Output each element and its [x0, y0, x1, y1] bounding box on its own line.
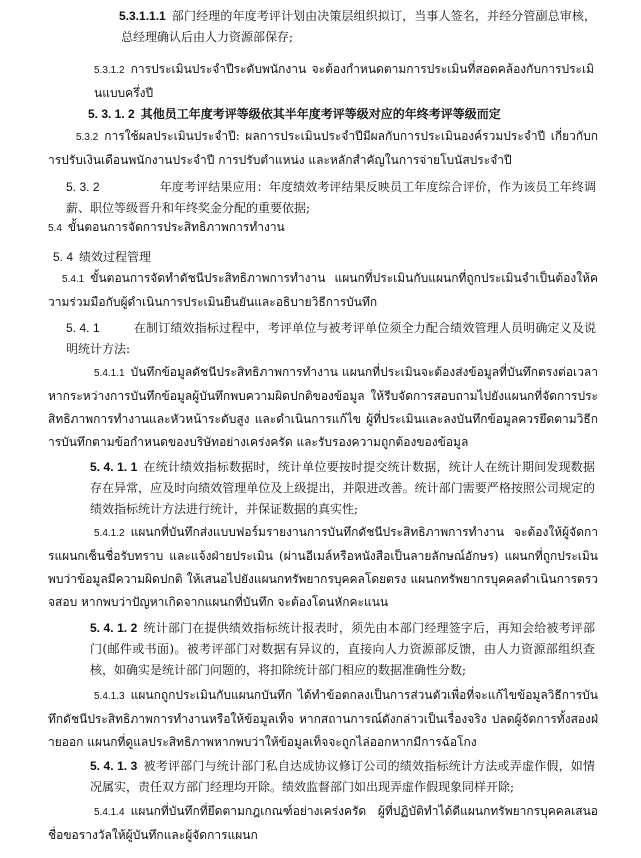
- section-number: 5.4.1.2: [94, 528, 125, 539]
- section-number: 5. 4. 1. 1: [90, 460, 138, 474]
- section-number: 5. 4: [53, 250, 74, 264]
- paragraph-text: 其他员工年度考评等级依其半年度考评等级对应的年终考评等级而定: [140, 107, 501, 121]
- paragraph-5-4-cn: [53, 247, 593, 268]
- section-number: 5. 4. 1: [66, 321, 100, 335]
- section-number: 5. 3. 2: [66, 180, 100, 194]
- paragraph-text: การประเมินประจำปีระดับพนักงาน จะต้องกำหนดตามการประเมินที่สอดคล้องกับการประเมินแบบครึ่งปี: [94, 62, 594, 100]
- paragraph-5-4-1-th: [48, 267, 598, 313]
- paragraph-5-4-1-2-th: [48, 521, 598, 614]
- paragraph-5-4-1-4-th: [48, 800, 598, 847]
- section-number: 5. 3. 1. 2: [88, 107, 135, 121]
- section-number: 5. 4. 1. 2: [90, 621, 138, 635]
- section-number: 5. 4. 1. 3: [90, 759, 138, 773]
- paragraph-5-3-1-1-1: [121, 6, 596, 48]
- section-number: 5.4.1.1: [94, 368, 125, 379]
- paragraph-text: การใช้ผลประเมินประจำปี: ผลการประเมินประจำปีมีผลกับการประเมินองค์รวมประจำปี เกี่ยวกับการปรับเงินเดือนพนักงานประจำปี การปรับตำแหน่ง และหลักสำคัญในการจ่ายโบนัสประจำปี: [48, 129, 598, 167]
- paragraph-text: แผนกที่บันทึกที่ยึดตามกฎเกณฑ์อย่างเคร่งครัด ผู้ที่ปฏิบัติทำได้ดีแผนกทรัพยากรบุคคลเสนอชื่อขอรางวัลให้ผู้บันทึกและผู้จัดการแผนก: [48, 804, 598, 842]
- paragraph-5-4-1-cn: [66, 318, 596, 360]
- paragraph-5-3-1-2-th: [94, 58, 594, 104]
- paragraph-text: 在统计绩效指标数据时，统计单位要按时提交统计数据，统计人在统计期间发现数据存在异常，应及时向绩效管理单位及上级提出，并限进改善。统计部门需要严格按照公司规定的绩效指标统计方法进行统计，并保证数据的真实性;: [90, 460, 595, 516]
- section-number: 5.4.1: [62, 274, 85, 285]
- section-number: 5.3.2: [76, 132, 99, 143]
- paragraph-text: ขั้นตอนการจัดการประสิทธิภาพการทำงาน: [67, 220, 285, 234]
- paragraph-text: 年度考评结果应用：年度绩效考评结果反映员工年度综合评价，作为该员工年终调薪、职位等级晋升和年终奖金分配的重要依据;: [66, 180, 596, 215]
- paragraph-text: ขั้นตอนการจัดทำดัชนีประสิทธิภาพการทำงาน แผนกที่ประเมินกับแผนกที่ถูกประเมินจำเป็นต้องให้ความร่วมมือกับผู้ดำเนินการประเมินยืนยันและอธิบายวิธีการบันทึก: [48, 271, 598, 309]
- paragraph-5-4-th: [48, 217, 588, 239]
- paragraph-text: 被考评部门与统计部门私自达成协议修订公司的绩效指标统计方法或弄虚作假，如情况属实，责任双方部门经理均开除。绩效监督部门如出现弄虚作假现象同样开除;: [90, 759, 595, 794]
- paragraph-5-4-1-1-cn: [90, 457, 595, 520]
- section-number: 5.4.1.4: [94, 807, 125, 818]
- paragraph-text: 在制订绩效指标过程中，考评单位与被考评单位须全力配合绩效管理人员明确定义及说明统计方法:: [66, 321, 597, 356]
- section-number: 5.4: [48, 223, 62, 234]
- section-number: 5.4.1.3: [94, 691, 125, 702]
- section-number: 5.3.1.1.1: [119, 9, 166, 23]
- paragraph-5-3-2-cn: [66, 177, 596, 219]
- paragraph-text: 绩效过程管理: [79, 250, 152, 264]
- paragraph-text: แผนกที่บันทึกส่งแบบฟอร์มรายงานการบันทึกดัชนีประสิทธิภาพการทำงาน จะต้องให้ผู้จัดการแผนกเซ็นชื่อรับทราบ และแจ้งฝ่ายประเมิน (ผ่านอีเมล์หรือหนังสือเป็นลายลักษณ์อักษร) แผนกที่ถูกประเมินพบว่าข้อมูลมีความผิดปกติ ให้เสนอไปยังแผนกทรัพยากรบุคคลโดยตรง แผนกทรัพยากรบุคคลดำเนินการตรวจสอบ หากพบว่าปัญหาเกิดจากแผนกที่บันทึก จะต้องโดนหักคะแนน: [48, 525, 598, 609]
- paragraph-5-4-1-2-cn: [90, 618, 595, 681]
- paragraph-text: แผนกถูกประเมินกับแผนกบันทึก ได้ทำข้อตกลงเป็นการส่วนตัวเพื่อที่จะแก้ไขข้อมูลวิธีการบันทึกดัชนีประสิทธิภาพการทำงานหรือให้ข้อมูลเท็จ หากสถานการณ์ดังกล่าวเป็นเรื่องจริง ปลดผู้จัดการทั้งสองฝ่ายออก แผนกที่ดูแลประสิทธิภาพหากพบว่าให้ข้อมูลเท็จจะถูกไล่ออกหากมีการฉ้อโกง: [48, 688, 598, 749]
- paragraph-5-3-1-2-cn: [88, 104, 588, 125]
- paragraph-text: บันทึกข้อมูลดัชนีประสิทธิภาพการทำงาน แผนกที่ประเมินจะต้องส่งข้อมูลที่บันทึกตรงต่อเวลา หากระหว่างการบันทึกข้อมูลผู้บันทึกพบความผิดปกติของข้อมูล ให้รีบจัดการสอบถามไปยังแผนกที่จัดการประสิทธิภาพการทำงานและหัวหน้าระดับสูง และดำเนินการแก้ไข ผู้ที่ประเมินและลงบันทึกข้อมูลควรยึดตามวิธีการบันทึกตามข้อกำหนดของบริษัทอย่างเคร่งครัด และรับรองความถูกต้องของข้อมูล: [48, 365, 598, 449]
- section-number: 5.3.1.2: [94, 65, 125, 76]
- paragraph-text: 统计部门在提供绩效指标统计报表时，须先由本部门经理签字后，再知会给被考评部门(邮件或书面)。被考评部门对数据有异议的，直接向人力资源部反馈，由人力资源部组织查核，如确实是统计部门问题的，将扣除统计部门相应的数据准确性分数;: [90, 621, 595, 677]
- paragraph-5-4-1-1-th: [48, 361, 598, 454]
- paragraph-5-4-1-3-cn: [90, 756, 595, 798]
- paragraph-text: 部门经理的年度考评计划由决策层组织拟订，当事人签名，并经分管副总审核，总经理确认后由人力资源部保存;: [121, 9, 596, 44]
- paragraph-5-4-1-3-th: [48, 684, 598, 754]
- paragraph-5-3-2-th: [48, 125, 598, 171]
